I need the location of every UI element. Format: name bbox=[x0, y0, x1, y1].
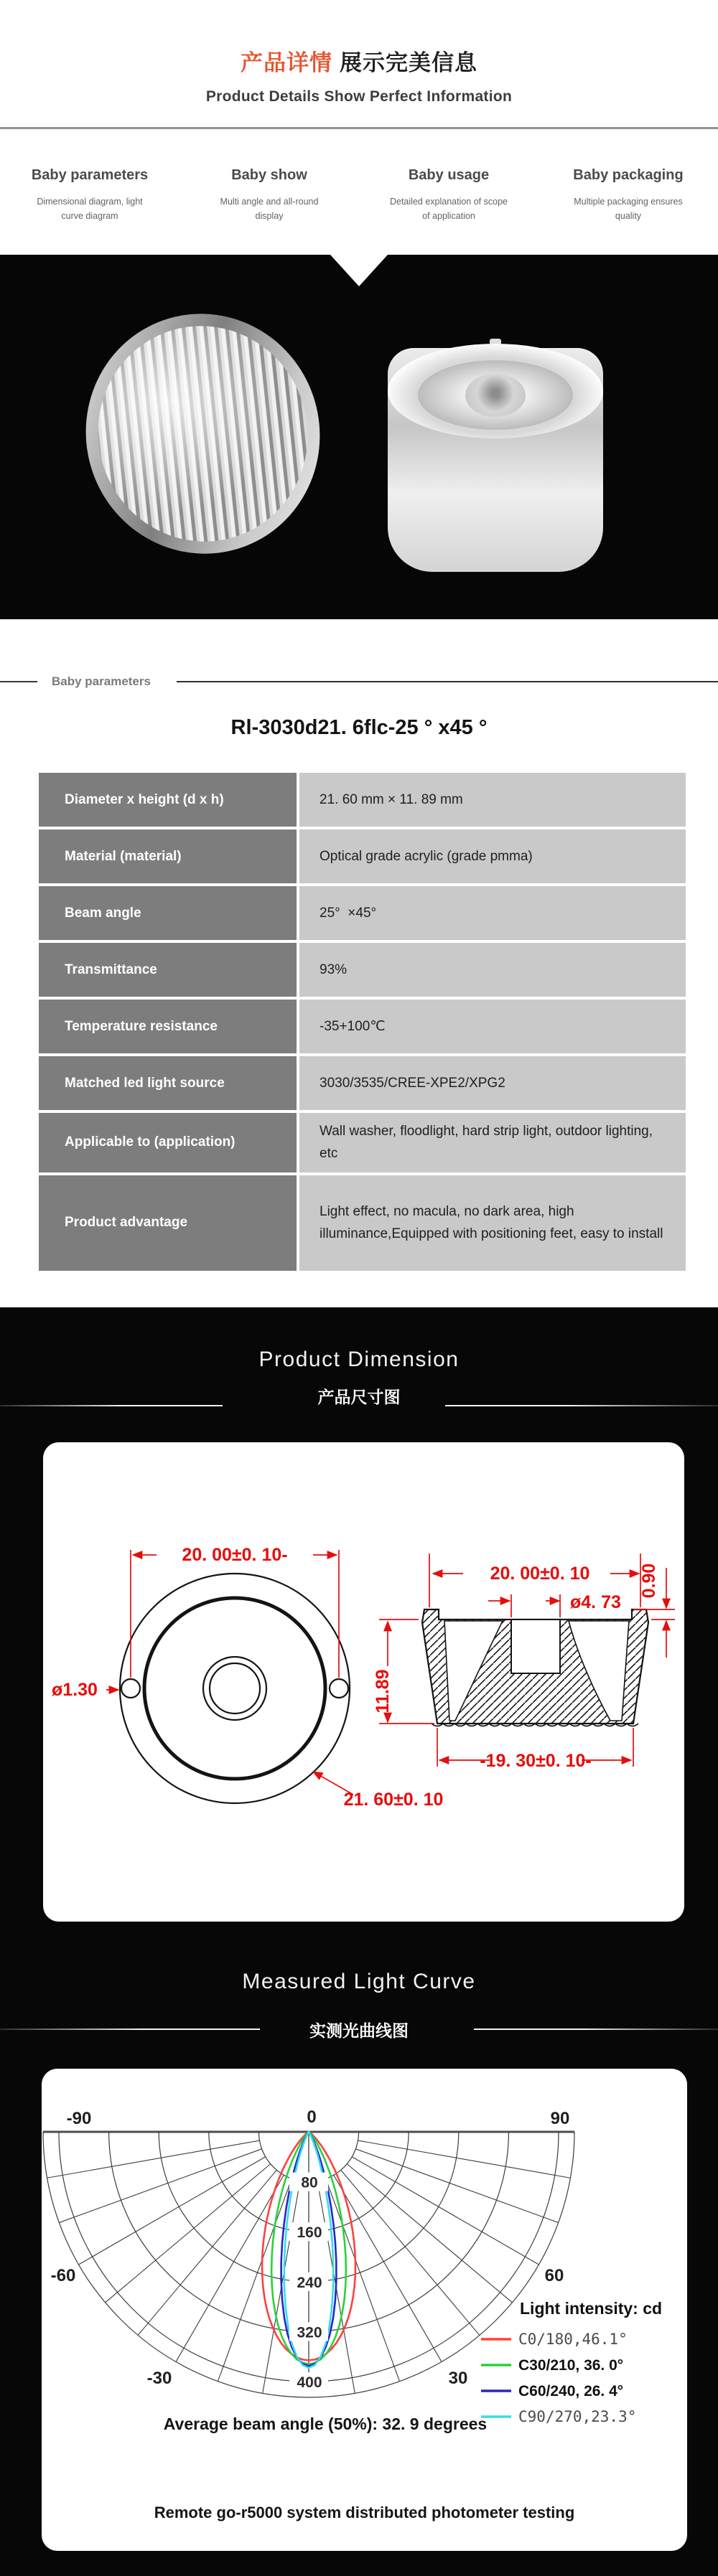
row-value: 93% bbox=[299, 943, 686, 997]
divider-line bbox=[0, 1405, 223, 1406]
legend-label: C30/210, 36. 0° bbox=[518, 2357, 624, 2374]
dimension-title-en: Product Dimension bbox=[258, 1348, 460, 1371]
feature-title: Baby usage bbox=[408, 167, 490, 183]
row-key: Product advantage bbox=[39, 1175, 297, 1271]
dimension-title-cn: 产品尺寸图 bbox=[317, 1388, 401, 1406]
legend-label: C90/270,23.3° bbox=[518, 2408, 637, 2425]
row-key: Diameter x height (d x h) bbox=[39, 773, 297, 827]
lens-image-cup bbox=[388, 348, 603, 572]
svg-text:80: 80 bbox=[301, 2174, 318, 2191]
page-title-accent: 产品详情 bbox=[241, 50, 332, 75]
photometer-test-note: Remote go-r5000 system distributed photometer testing bbox=[154, 2504, 575, 2521]
divider-line bbox=[0, 2029, 260, 2030]
legend-item bbox=[481, 2383, 623, 2399]
feature-parameters bbox=[0, 131, 180, 255]
row-key: Matched led light source bbox=[39, 1056, 297, 1110]
table-row bbox=[39, 1000, 686, 1053]
section-label: Baby parameters bbox=[52, 674, 151, 688]
curve-title-cn: 实测光曲线图 bbox=[309, 2021, 409, 2040]
page-subtitle: Product Details Show Perfect Information bbox=[205, 88, 513, 105]
product-model-title: Rl-3030d21. 6flc-25 ° x45 ° bbox=[230, 716, 488, 739]
white-notch-triangle bbox=[330, 255, 388, 286]
light-curve-chart bbox=[42, 2069, 687, 2551]
table-row bbox=[39, 1113, 686, 1172]
lens-inner-cone bbox=[465, 374, 526, 417]
table-row bbox=[39, 1056, 686, 1110]
svg-text:240: 240 bbox=[297, 2274, 322, 2291]
legend-title: Light intensity: cd bbox=[520, 2299, 663, 2318]
section-label-row bbox=[0, 619, 718, 689]
svg-text:400: 400 bbox=[297, 2374, 322, 2391]
divider-line bbox=[474, 2029, 718, 2030]
svg-text:160: 160 bbox=[297, 2224, 322, 2242]
svg-text:0: 0 bbox=[307, 2107, 317, 2127]
spec-table bbox=[39, 773, 686, 1271]
parameters-section-head bbox=[0, 619, 718, 773]
intensity-curves bbox=[51, 2107, 570, 2391]
dim-label-outer: 21. 60±0. 10 bbox=[343, 1790, 444, 1810]
divider-line bbox=[445, 1405, 718, 1406]
feature-desc: Dimensional diagram, light curve diagram bbox=[37, 197, 143, 221]
dim-label-pitch: 20. 00±0. 10- bbox=[182, 1545, 288, 1565]
row-value: 3030/3535/CREE-XPE2/XPG2 bbox=[299, 1056, 686, 1110]
feature-title: Baby show bbox=[231, 167, 307, 183]
dim-label-width: 20. 00±0. 10 bbox=[490, 1564, 590, 1584]
table-row bbox=[39, 773, 686, 827]
feature-title: Baby packaging bbox=[573, 167, 684, 183]
row-key: Beam angle bbox=[39, 886, 297, 940]
table-row bbox=[39, 943, 686, 997]
svg-text:60: 60 bbox=[544, 2266, 564, 2285]
polar-grid bbox=[43, 2132, 574, 2397]
spec-table-section bbox=[0, 773, 718, 1307]
dim-label-height: 11.89 bbox=[373, 1669, 393, 1714]
row-value: 21. 60 mm × 11. 89 mm bbox=[299, 773, 686, 827]
header-divider bbox=[0, 127, 718, 129]
page-title bbox=[0, 0, 718, 77]
dimension-drawing bbox=[43, 1442, 684, 1922]
table-row bbox=[39, 829, 686, 883]
row-value: Light effect, no macula, no dark area, high illuminance,Equipped with positioning feet, easy to install bbox=[299, 1175, 686, 1271]
svg-text:-60: -60 bbox=[50, 2266, 76, 2285]
feature-desc: Detailed explanation of scope of application bbox=[389, 197, 508, 221]
row-value: Wall washer, floodlight, hard strip light, outdoor lighting, etc bbox=[299, 1113, 686, 1172]
dark-sections bbox=[0, 1307, 718, 2576]
feature-title: Baby parameters bbox=[31, 167, 149, 183]
page-header bbox=[0, 0, 718, 131]
row-value: -35+100℃ bbox=[299, 1000, 686, 1053]
legend-label: C0/180,46.1° bbox=[518, 2331, 628, 2348]
feature-show bbox=[180, 131, 359, 255]
table-row bbox=[39, 1175, 686, 1271]
feature-packaging bbox=[538, 131, 718, 255]
row-key: Applicable to (application) bbox=[39, 1113, 297, 1172]
section-line bbox=[177, 681, 718, 682]
row-value: Optical grade acrylic (grade pmma) bbox=[299, 829, 686, 883]
legend-item bbox=[481, 2357, 623, 2374]
legend-item bbox=[481, 2331, 628, 2348]
row-key: Transmittance bbox=[39, 943, 297, 997]
table-row bbox=[39, 886, 686, 940]
curve-title-en: Measured Light Curve bbox=[242, 1970, 476, 1993]
svg-text:90: 90 bbox=[550, 2109, 570, 2128]
feature-columns bbox=[0, 131, 718, 255]
svg-text:-30: -30 bbox=[146, 2369, 172, 2388]
feature-desc: Multiple packaging ensures quality bbox=[574, 197, 683, 221]
lens-image-ribbed bbox=[57, 286, 348, 582]
page-title-rest: 展示完美信息 bbox=[340, 50, 477, 75]
top-view bbox=[120, 1574, 350, 1803]
row-key: Material (material) bbox=[39, 829, 297, 883]
legend-label: C60/240, 26. 4° bbox=[518, 2383, 624, 2399]
dim-label-notch: ø4. 73 bbox=[570, 1592, 621, 1612]
feature-desc: Multi angle and all-round display bbox=[220, 197, 319, 221]
product-photo bbox=[0, 255, 718, 619]
chart-legend bbox=[481, 2299, 662, 2425]
feature-usage bbox=[359, 131, 538, 255]
average-beam-angle-note: Average beam angle (50%): 32. 9 degrees bbox=[163, 2415, 488, 2433]
row-key: Temperature resistance bbox=[39, 1000, 297, 1053]
dim-label-bottom: -19. 30±0. 10- bbox=[480, 1751, 592, 1771]
dim-label-hole: ø1.30 bbox=[52, 1680, 98, 1700]
section-dash bbox=[0, 681, 37, 682]
svg-text:-90: -90 bbox=[66, 2109, 92, 2128]
dim-label-lip: 0.90 bbox=[639, 1563, 659, 1599]
light-curve-card bbox=[42, 2069, 687, 2551]
svg-text:30: 30 bbox=[448, 2369, 468, 2388]
dimension-drawing-card bbox=[43, 1442, 684, 1922]
svg-text:320: 320 bbox=[297, 2324, 322, 2341]
section-view bbox=[422, 1609, 648, 1726]
row-value: 25° ×45° bbox=[299, 886, 686, 940]
lens-highlight bbox=[73, 301, 333, 567]
